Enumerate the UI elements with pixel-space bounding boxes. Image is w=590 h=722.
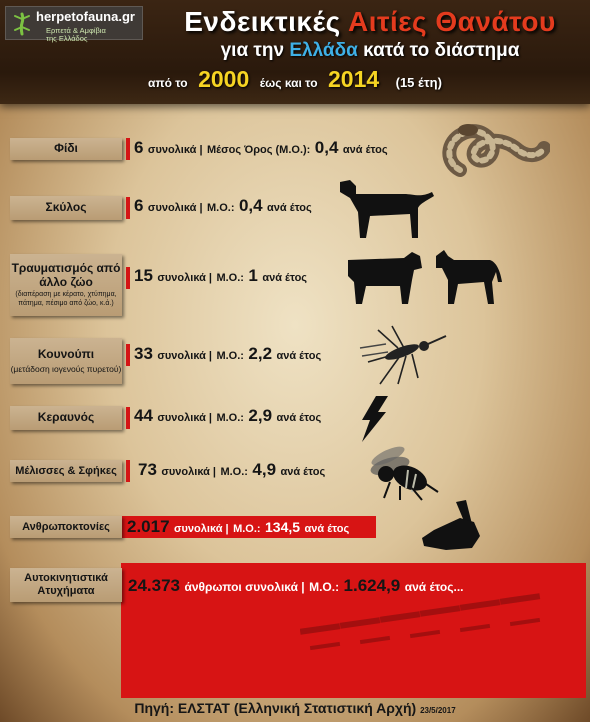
row-avg: 1 [248, 266, 258, 285]
row-avg: 0,4 [238, 196, 263, 215]
row-total: 24.373 [128, 576, 180, 595]
row-avg-unit: ανά έτος [262, 272, 308, 284]
row-avg-label: Μέσος Όρος (Μ.Ο.): [206, 144, 311, 156]
year-from: 2000 [198, 66, 250, 92]
row-stat-bees [138, 460, 325, 480]
page-title [150, 6, 590, 38]
title-part-2: Αιτίες Θανάτου [347, 6, 556, 37]
row-total-label: συνολικά | [147, 202, 203, 214]
row-avg: 2,9 [248, 406, 273, 425]
row-total: 33 [134, 344, 153, 363]
row-total-label: συνολικά | [161, 466, 216, 478]
logo-tagline-1: Ερπετά & Αμφίβια [46, 26, 106, 35]
row-total-label: συνολικά | [157, 350, 212, 362]
row-total: 15 [134, 266, 153, 285]
row-avg-unit: ανά έτος [280, 466, 326, 478]
row-avg-unit: ανά έτος [276, 412, 322, 424]
row-label-text: Τραυματισμός από άλλο ζώο [11, 260, 121, 289]
row-avg-label: Μ.Ο.: [216, 350, 244, 362]
dog-icon [334, 176, 438, 242]
logo[interactable] [5, 6, 143, 43]
row-total: 6 [134, 196, 144, 215]
row-avg: 1.624,9 [343, 576, 401, 595]
red-marker [126, 267, 130, 289]
bee-icon [360, 444, 444, 502]
row-label-bees [10, 460, 122, 482]
title-part-1: Ενδεικτικές [184, 6, 341, 37]
knife-hand-icon [420, 500, 490, 552]
row-total-label: συνολικά | [174, 523, 229, 535]
row-total: 6 [134, 138, 144, 157]
subtitle [150, 40, 590, 62]
row-avg-label: Μ.Ο.: [233, 523, 261, 535]
period-line [0, 66, 590, 93]
row-stat-dog [134, 196, 312, 216]
source-line [0, 700, 590, 716]
row-total: 2.017 [127, 517, 170, 536]
row-total-label: συνολικά | [157, 412, 212, 424]
year-to: 2014 [327, 66, 380, 92]
row-total-label: συνολικά | [157, 272, 212, 284]
logo-tagline-2: της Ελλάδος [46, 34, 88, 43]
row-label-text: Ανθρωποκτονίες [22, 520, 110, 533]
row-label-car-accidents [10, 568, 122, 602]
lightning-icon [358, 396, 390, 442]
row-label-dog [10, 196, 122, 220]
from-label: από το [148, 76, 188, 90]
row-label-lightning [10, 406, 122, 430]
row-stat-snake [134, 138, 388, 158]
row-label-text: Αυτοκινητιστικά Ατυχήματα [24, 572, 108, 597]
row-note: (διαπέραση με κέρατο, χτύπημα, πάτημα, πέσιμο από ζώο, κ.ά.) [15, 291, 117, 307]
row-stat-homicide [127, 517, 349, 537]
row-label-text: Κουνούπι [37, 347, 95, 361]
row-avg: 4,9 [252, 460, 277, 479]
row-stat-car-accidents [128, 576, 464, 596]
row-avg-unit: ανά έτος [342, 144, 388, 156]
source-date: 23/5/2017 [420, 706, 456, 715]
to-label: έως και το [259, 76, 318, 90]
row-avg-label: Μ.Ο.: [309, 580, 340, 594]
row-note: (μετάδοση ιογενούς πυρετού) [10, 363, 122, 374]
row-label-snake [10, 138, 122, 160]
red-marker [126, 344, 130, 366]
header [0, 0, 590, 104]
snake-icon [440, 112, 550, 184]
row-avg: 2,2 [248, 344, 273, 363]
row-label-text: Μέλισσες & Σφήκες [15, 464, 117, 477]
row-avg-unit: ανά έτος [304, 523, 350, 535]
red-marker [126, 407, 130, 429]
row-label-text: Κεραυνός [37, 410, 95, 425]
row-total-label: συνολικά | [147, 144, 203, 156]
row-total: 73 [138, 460, 157, 479]
red-marker [126, 460, 130, 482]
mosquito-icon [358, 322, 448, 388]
row-avg-unit: ανά έτος [276, 350, 322, 362]
row-label-homicide [10, 516, 122, 538]
row-total-label: άνθρωποι συνολικά | [184, 580, 305, 594]
row-label-text: Σκύλος [45, 200, 87, 215]
row-total: 44 [134, 406, 153, 425]
row-avg-label: Μ.Ο.: [216, 272, 244, 284]
row-avg-unit: ανά έτος [267, 202, 312, 214]
subtitle-pre: για την [220, 40, 285, 61]
row-stat-animal-injury [134, 266, 307, 286]
row-avg-unit: ανά έτος... [404, 580, 464, 594]
row-avg-label: Μ.Ο.: [216, 412, 244, 424]
lizard-icon [9, 11, 35, 37]
row-avg: 134,5 [265, 519, 301, 535]
row-avg: 0,4 [314, 138, 339, 157]
row-label-animal-injury [10, 254, 122, 316]
subtitle-post: κατά το διάστημα [363, 40, 520, 61]
source-text: Πηγή: ΕΛΣΤΑΤ (Ελληνική Στατιστική Αρχή) [134, 700, 417, 716]
logo-name: herpetofauna.gr [36, 9, 135, 24]
row-avg-label: Μ.Ο.: [220, 466, 248, 478]
row-avg-label: Μ.Ο.: [206, 202, 235, 214]
red-marker [126, 197, 130, 219]
red-marker [126, 138, 130, 160]
row-label-text: Φίδι [54, 141, 78, 156]
subtitle-country: Ελλάδα [289, 40, 358, 61]
cow-horse-icon [344, 246, 504, 308]
row-stat-lightning [134, 406, 321, 426]
row-stat-mosquito [134, 344, 321, 364]
period-span: (15 έτη) [395, 75, 442, 90]
row-label-mosquito [10, 338, 122, 384]
